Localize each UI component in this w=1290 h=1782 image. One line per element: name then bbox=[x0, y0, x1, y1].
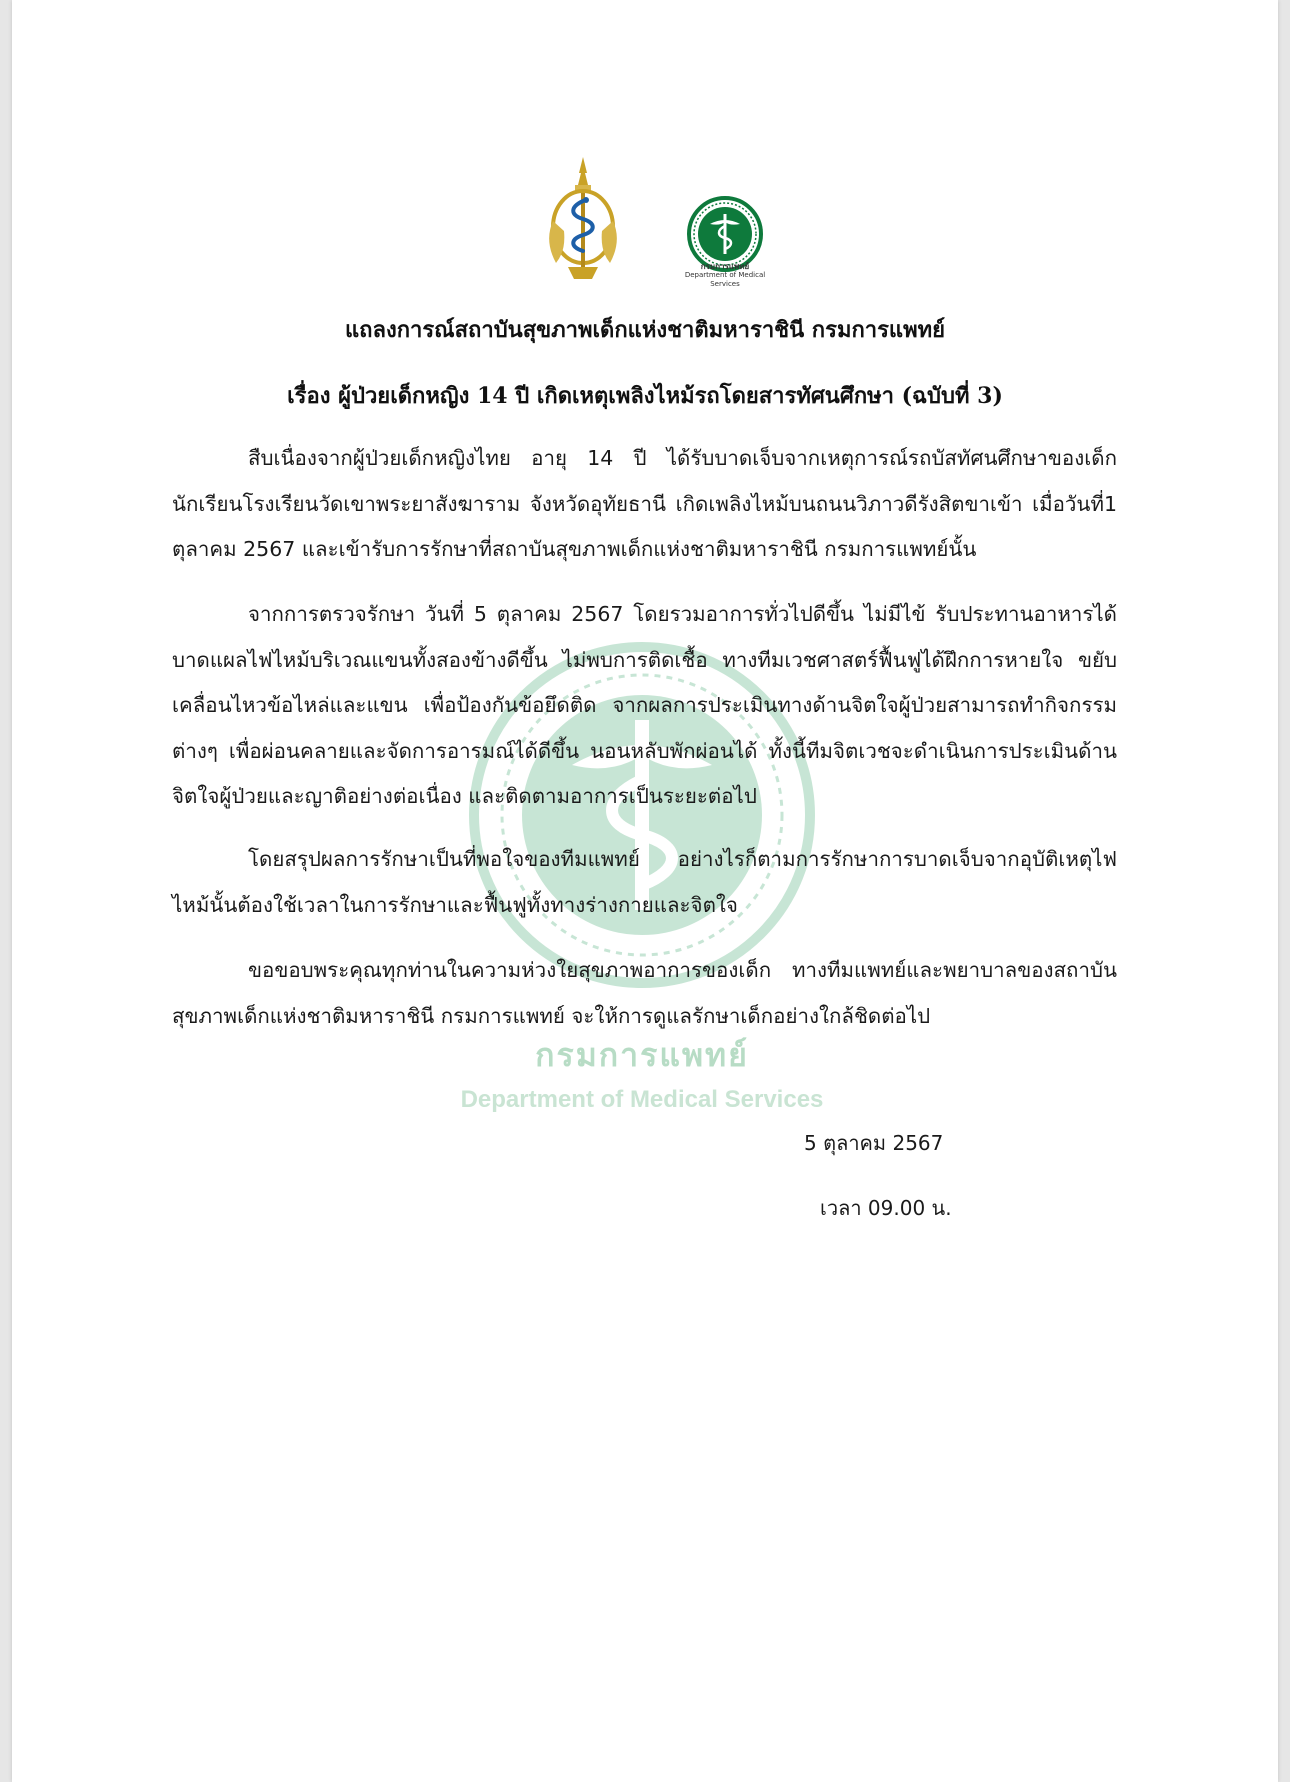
dms-logo-caption bbox=[672, 262, 778, 289]
statement-date: 5 ตุลาคม 2567 bbox=[804, 1131, 944, 1155]
moph-emblem-logo bbox=[542, 155, 624, 285]
statement-title: แถลงการณ์สถาบันสุขภาพเด็กแห่งชาติมหาราชินี กรมการแพทย์ bbox=[344, 317, 946, 343]
body-paragraph: โดยสรุปผลการรักษาเป็นที่พอใจของทีมแพทย์ อย่างไรก็ตามการรักษาการบาดเจ็บจากอุบัติเหตุไฟไหม้นั้นต้องใช้เวลาในการรักษาและฟื้นฟูทั้งทางร่างกายและจิตใจ bbox=[172, 847, 1117, 917]
statement-time: เวลา 09.00 น. bbox=[820, 1196, 952, 1220]
body-paragraph: สืบเนื่องจากผู้ป่วยเด็กหญิงไทย อายุ 14 ปี ได้รับบาดเจ็บจากเหตุการณ์รถบัสทัศนศึกษาของเด็กนักเรียนโรงเรียนวัดเขาพระยาสังฆาราม จังหวัดอุทัยธานี เกิดเพลิงไหม้บนถนนวิภาวดีรังสิตขาเข้า เมื่อวันที่1 ตุลาคม 2567 และเข้ารับการรักษาที่สถาบันสุขภาพเด็กแห่งชาติมหาราชินี กรมการแพทย์นั้น bbox=[172, 446, 1117, 561]
dms-caption-en: Department of Medical Services bbox=[684, 271, 766, 288]
body-paragraph: ขอขอบพระคุณทุกท่านในความห่วงใยสุขภาพอาการของเด็ก ทางทีมแพทย์และพยาบาลของสถาบันสุขภาพเด็กแห่งชาติมหาราชินี กรมการแพทย์ จะให้การดูแลรักษาเด็กอย่างใกล้ชิดต่อไป bbox=[172, 958, 1117, 1028]
dms-caption-th: กรมการแพทย์ bbox=[700, 262, 750, 271]
watermark-title-th: กรมการแพทย์ bbox=[535, 1036, 749, 1074]
statement-subject: เรื่อง ผู้ป่วยเด็กหญิง 14 ปี เกิดเหตุเพลิงไหม้รถโดยสารทัศนศึกษา (ฉบับที่ 3) bbox=[287, 383, 1003, 409]
document-page bbox=[12, 0, 1278, 1782]
body-paragraph: จากการตรวจรักษา วันที่ 5 ตุลาคม 2567 โดยรวมอาการทั่วไปดีขึ้น ไม่มีไข้ รับประทานอาหารได้ บาดแผลไฟไหม้บริเวณแขนทั้งสองข้างดีขึ้น ไม่พบการติดเชื้อ ทางทีมเวชศาสตร์ฟื้นฟูได้ฝึกการหายใจ ขยับเคลื่อนไหวข้อไหล่และแขน เพื่อป้องกันข้อยึดติด จากผลการประเมินทางด้านจิตใจผู้ป่วยสามารถทำกิจกรรมต่างๆ เพื่อผ่อนคลายและจัดการอารมณ์ได้ดีขึ้น นอนหลับพักผ่อนได้ ทั้งนี้ทีมจิตเวชจะดำเนินการประเมินด้านจิตใจผู้ป่วยและญาติอย่างต่อเนื่อง และติดตามอาการเป็นระยะต่อไป bbox=[172, 602, 1117, 808]
watermark-title-en: Department of Medical Services bbox=[460, 1086, 824, 1113]
